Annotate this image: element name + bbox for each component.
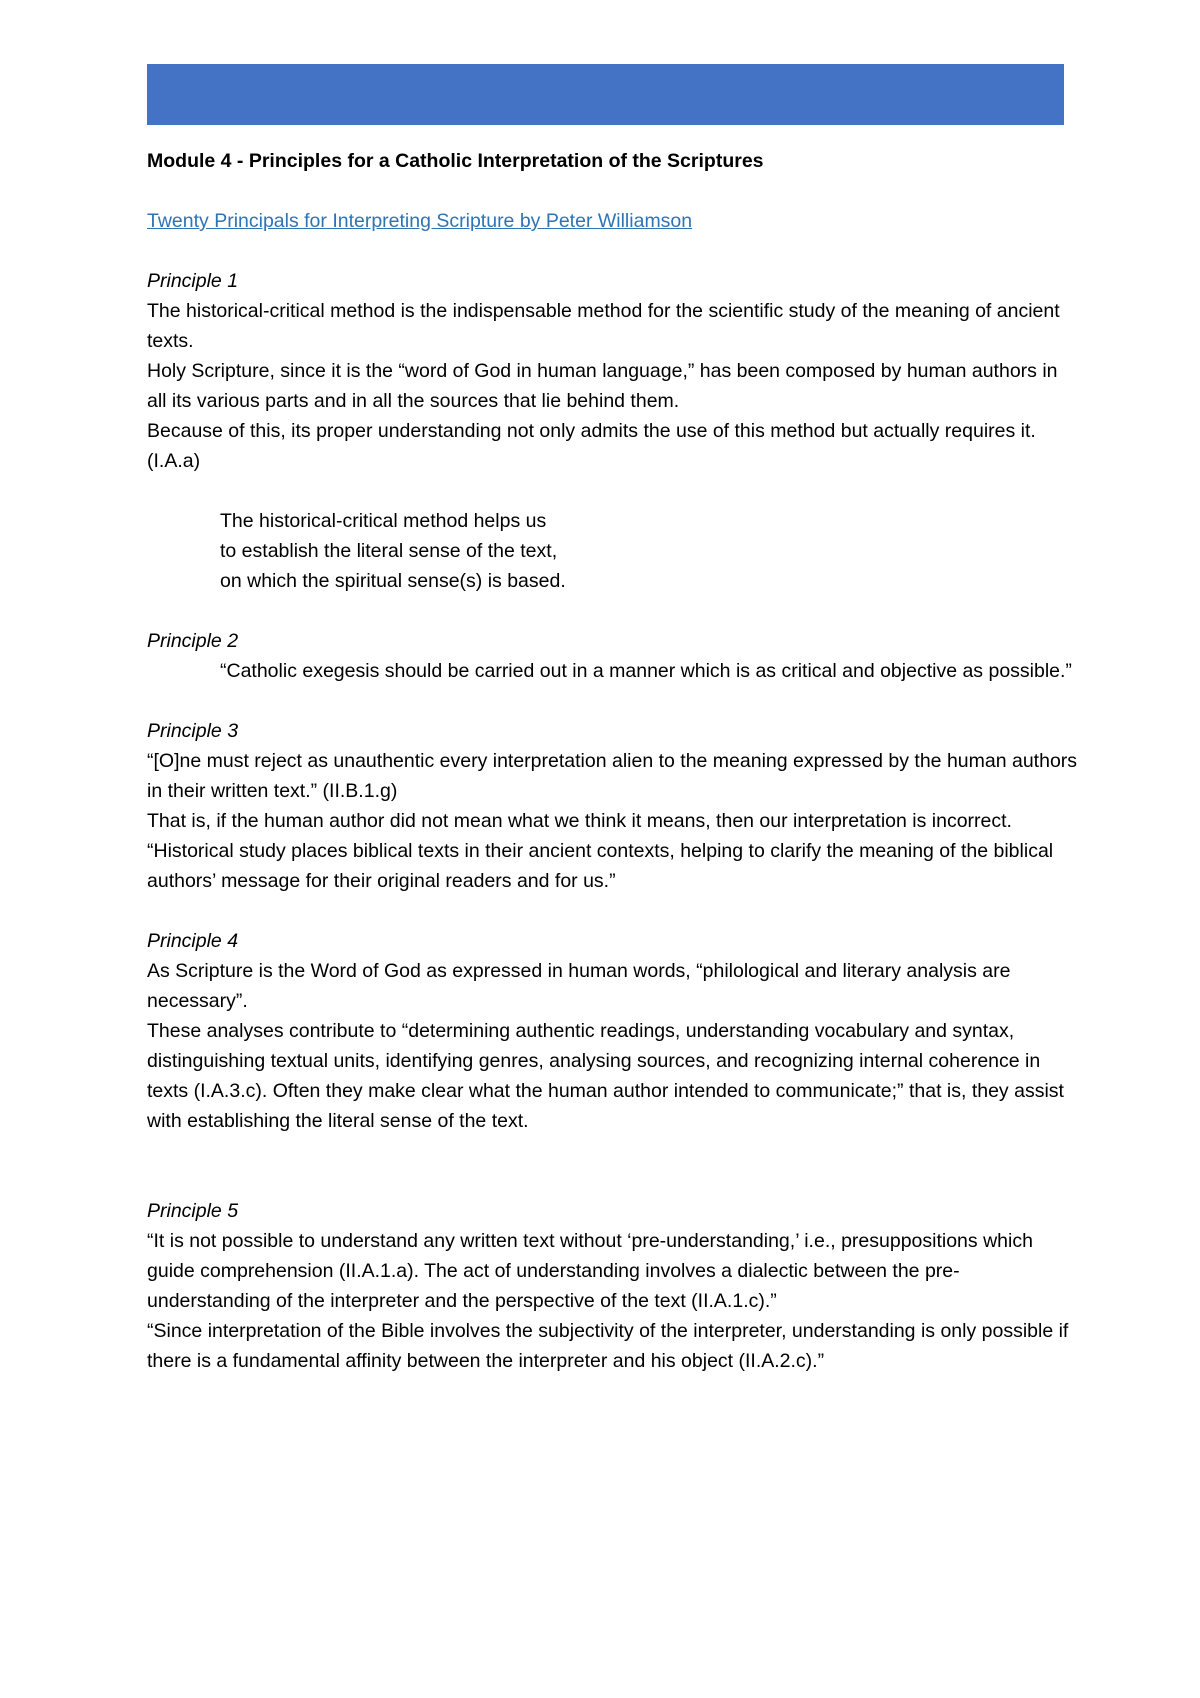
principle-paragraph: Because of this, its proper understanding not only admits the use of this method but actually requires it. (I.A.a) (147, 420, 1036, 472)
principle-3 (147, 716, 1082, 896)
principle-paragraph: As Scripture is the Word of God as expressed in human words, “philological and literary analysis are necessary”. (147, 960, 1011, 1012)
principle-2 (147, 626, 1082, 686)
principle-heading: Principle 4 (147, 930, 239, 952)
indented-line: The historical-critical method helps us (220, 510, 547, 532)
principle-paragraph: “It is not possible to understand any written text without ‘pre-understanding,’ i.e., presuppositions which guide comprehension (II.A.1.a). The act of understanding involves a dialectic between the pre-understanding of the interpreter and the perspective of the text (II.A.1.c).” (147, 1230, 1033, 1312)
principle-1 (147, 266, 1082, 596)
spacer (147, 686, 1082, 716)
principle-paragraph: That is, if the human author did not mean what we think it means, then our interpretation is incorrect. (147, 810, 1012, 832)
document-body (147, 146, 1082, 1376)
principle-heading: Principle 2 (147, 630, 239, 652)
resource-link-line (147, 206, 1082, 236)
principle-heading: Principle 1 (147, 270, 239, 292)
principle-heading: Principle 5 (147, 1200, 239, 1222)
principle-paragraph: “Since interpretation of the Bible involves the subjectivity of the interpreter, understanding is only possible if there is a fundamental affinity between the interpreter and his object (II.A.2.c).” (147, 1320, 1069, 1372)
indented-paragraph: “Catholic exegesis should be carried out in a manner which is as critical and objective as possible.” (220, 660, 1072, 682)
resource-link[interactable]: Twenty Principals for Interpreting Scripture by Peter Williamson (147, 210, 693, 232)
spacer (147, 596, 1082, 626)
principle-paragraph: “[O]ne must reject as unauthentic every interpretation alien to the meaning expressed by the human authors in their written text.” (II.B.1.g) (147, 750, 1078, 802)
header-bar (147, 64, 1064, 125)
principle-heading: Principle 3 (147, 720, 239, 742)
spacer (147, 896, 1082, 926)
spacer (147, 176, 1082, 206)
indented-line: to establish the literal sense of the text, (220, 540, 558, 562)
indented-line: on which the spiritual sense(s) is based. (220, 570, 566, 592)
principle-paragraph: “Historical study places biblical texts in their ancient contexts, helping to clarify the meaning of the biblical authors’ message for their original readers and for us.” (147, 840, 1054, 892)
principle-paragraph: These analyses contribute to “determining authentic readings, understanding vocabulary and syntax, distinguishing textual units, identifying genres, analysing sources, and recognizing internal coherence in texts (I.A.3.c). Often they make clear what the human author intended to communicate;” that is, they assist with establishing the literal sense of the text. (147, 1020, 1064, 1132)
principle-paragraph: The historical-critical method is the indispensable method for the scientific study of the meaning of ancient texts. (147, 300, 1060, 352)
principle-5 (147, 1196, 1082, 1376)
spacer (147, 236, 1082, 266)
spacer (147, 1136, 1082, 1196)
principle-4 (147, 926, 1082, 1136)
spacer (147, 476, 1082, 506)
document-title: Module 4 - Principles for a Catholic Interpretation of the Scriptures (147, 150, 764, 172)
principle-paragraph: Holy Scripture, since it is the “word of God in human language,” has been composed by human authors in all its various parts and in all the sources that lie behind them. (147, 360, 1058, 412)
